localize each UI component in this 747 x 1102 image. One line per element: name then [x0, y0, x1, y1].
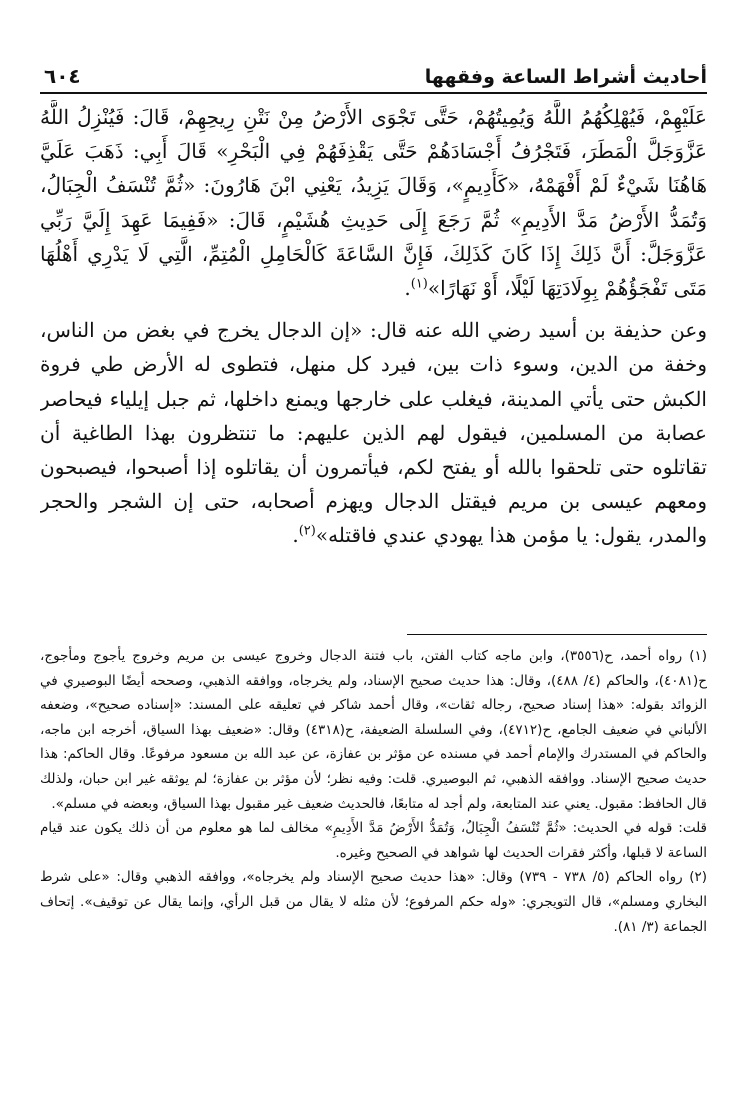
footnote-2: (٢) رواه الحاكم (٥/ ٧٣٨ - ٧٣٩) وقال: «هذا حديث صحيح الإسناد ولم يخرجاه»، ووافقه الذهبي وقال: «على شرط البخاري ومسلم»، قال التويجري: «وله حكم المرفوع؛ لأن مثله لا يقال من قبل الرأي، وإنما يقال عن توقيف». إتحاف الجماعة (٣/ ٨١). [40, 869, 707, 935]
footnote-1: (١) رواه أحمد، ح(٣٥٥٦)، وابن ماجه كتاب الفتن، باب فتنة الدجال وخروج عيسى بن مريم وخروج يأجوج ومأجوج، ح(٤٠٨١)، والحاكم (٤/ ٤٨٨)، وقال: هذا حديث صحيح الإسناد، ولم يخرجاه، ووافقه الذهبي، وصححه أيضًا البوصيري في الزوائد بقوله: «هذا إسناد صحيح، رجاله ثقات»، وقال أحمد شاكر في تعليقه على المسند: «إسناده صحيح»، وضعفه الألباني في ضعيف الجامع، ح(٤٧١٢)، وفي السلسلة الضعيفة، ح(٤٣١٨) وقال: «ضعيف بهذا السياق، أخرجه ابن ماجه، والحاكم في المستدرك والإمام أحمد في مسنده عن مؤثر بن عفازة، عن عبد الله بن مسعود مرفوعًا. وقال الحاكم: هذا حديث صحيح الإسناد. ووافقه الذهبي، ثم البوصيري. قلت: وفيه نظر؛ لأن مؤثر بن عفازة؛ لم يوثقه غير ابن حبان، ولذلك قال الحافظ: مقبول. يعني عند المتابعة، ولم أجد له متابعًا، فالحديث ضعيف غير مقبول بهذا السياق، وبعضه في مسلم». [40, 648, 707, 812]
header-rule [40, 92, 707, 94]
footnotes [40, 644, 707, 1084]
main-text [40, 100, 707, 610]
footnote-ref-2: (٢) [298, 523, 316, 539]
hadith-paragraph-2: وعن حذيفة بن أسيد رضي الله عنه قال: «إن الدجال يخرج في بغض من الناس، وخفة من الدين، وسوء ذات بين، فيرد كل منهل، فتطوى له الأرض طي فروة الكبش حتى يأتي المدينة، فيغلب على خارجها ويمنع داخلها، ثم جبل إيلياء فيحاصر عصابة من المسلمين، فيقول لهم الذين عليهم: ما تنتظرون بهذا الطاغية أن تقاتلوه حتى تلحقوا بالله أو يفتح لكم، فيأتمرون أن يقاتلوه إذا أصبحوا، فيصبحون ومعهم عيسى بن مريم فيقتل الدجال ويهزم أصحابه، حتى إن الشجر والحجر والمدر، يقول: يا مؤمن هذا يهودي عندي فاقتله»$^{(٢)}$. [40, 318, 707, 548]
footnote-separator [407, 634, 707, 635]
footnote-1-note: قلت: قوله في الحديث: «ثُمَّ تُنْسَفُ الْجِبَالُ، وَتُمَدُّ الأَرْضُ مَدَّ الأَدِيمِ» مخالف لما هو معلوم من أن ذلك يكون عند قيام الساعة لا قبلها، وأكثر فقرات الحديث لها شواهد في الصحيح وغيره. [40, 820, 707, 861]
running-title: أحاديث أشراط الساعة وفقهها [424, 66, 707, 88]
page-header [40, 56, 707, 88]
hadith-text-1: عَلَيْهِمْ، فَيُهْلِكُهُمُ اللَّهُ وَيُمِيتُهُمْ، حَتَّى تَجْوَى الأَرْضُ مِنْ نَتْنِ رِيحِهِمْ، قَالَ: فَيُنْزِلُ اللَّهُ عَزَّوَجَلَّ الْمَطَرَ، فَتَجْرُفُ أَجْسَادَهُمْ حَتَّى يَقْذِفَهُمْ فِي الْبَحْرِ» قَالَ أَبِي: ذَهَبَ عَلَيَّ هَاهُنَا شَيْءٌ لَمْ أَفْهَمْهُ، «كَأَدِيمٍ»، وَقَالَ يَزِيدُ، يَعْنِي ابْنَ هَارُونَ: «ثُمَّ تُنْسَفُ الْجِبَالُ، وَتُمَدُّ الأَرْضُ مَدَّ الأَدِيمِ» ثُمَّ رَجَعَ إِلَى حَدِيثِ هُشَيْمٍ، قَالَ: «فَفِيمَا عَهِدَ إِلَيَّ رَبِّي عَزَّوَجَلَّ: أَنَّ ذَلِكَ إِذَا كَانَ كَذَلِكَ، فَإِنَّ السَّاعَةَ كَالْحَامِلِ الْمُتِمِّ، الَّتِي لَا يَدْرِي أَهْلُهَا مَتَى تَفْجَؤُهُمْ بِوِلَادَتِهَا لَيْلًا، أَوْ نَهَارًا» [40, 105, 707, 301]
footnote-ref-1: (١) [410, 276, 428, 292]
hadith-paragraph-1: عَلَيْهِمْ، فَيُهْلِكُهُمُ اللَّهُ وَيُمِيتُهُمْ، حَتَّى تَجْوَى الأَرْضُ مِنْ نَتْنِ رِيحِهِمْ، قَالَ: فَيُنْزِلُ اللَّهُ عَزَّوَجَلَّ الْمَطَرَ، فَتَجْرُفُ أَجْسَادَهُمْ حَتَّى يَقْذِفَهُمْ فِي الْبَحْرِ» قَالَ أَبِي: ذَهَبَ عَلَيَّ هَاهُنَا شَيْءٌ لَمْ أَفْهَمْهُ، «كَأَدِيمٍ»، وَقَالَ يَزِيدُ، يَعْنِي ابْنَ هَارُونَ: «ثُمَّ تُنْسَفُ الْجِبَالُ، وَتُمَدُّ الأَرْضُ مَدَّ الأَدِيمِ» ثُمَّ رَجَعَ إِلَى حَدِيثِ هُشَيْمٍ، قَالَ: «فَفِيمَا عَهِدَ إِلَيَّ رَبِّي عَزَّوَجَلَّ: أَنَّ ذَلِكَ إِذَا كَانَ كَذَلِكَ، فَإِنَّ السَّاعَةَ كَالْحَامِلِ الْمُتِمِّ، الَّتِي لَا يَدْرِي أَهْلُهَا مَتَى تَفْجَؤُهُمْ بِوِلَادَتِهَا لَيْلًا، أَوْ نَهَارًا»$^{(١)}$. [40, 105, 707, 301]
hadith-text-2: وعن حذيفة بن أسيد رضي الله عنه قال: «إن الدجال يخرج في بغض من الناس، وخفة من الدين، وسوء ذات بين، فيرد كل منهل، فتطوى له الأرض طي فروة الكبش حتى يأتي المدينة، فيغلب على خارجها ويمنع داخلها، ثم جبل إيلياء فيحاصر عصابة من المسلمين، فيقول لهم الذين عليهم: ما تنتظرون بهذا الطاغية أن تقاتلوه حتى تلحقوا بالله أو يفتح لكم، فيأتمرون أن يقاتلوه إذا أصبحوا، فيصبحون ومعهم عيسى بن مريم فيقتل الدجال ويهزم أصحابه، حتى إن الشجر والحجر والمدر، يقول: يا مؤمن هذا يهودي عندي فاقتله» [40, 318, 707, 548]
page-number: ٦٠٤ [44, 64, 81, 88]
